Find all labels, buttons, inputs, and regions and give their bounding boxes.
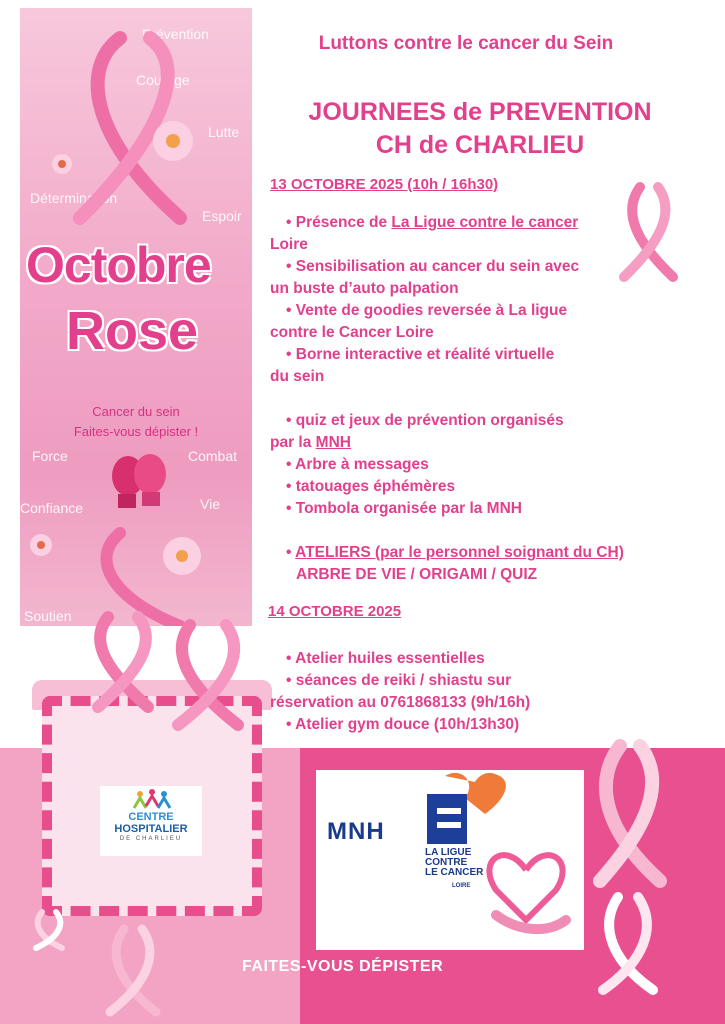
date-day2: 14 OCTOBRE 2025: [268, 603, 402, 620]
bullet: •: [286, 672, 292, 689]
bullet: •: [286, 456, 292, 473]
list-item: [270, 212, 690, 234]
word-vie: Vie: [200, 496, 220, 512]
ligue-line3: LE CANCER: [425, 867, 484, 878]
daisy-icon: [50, 152, 74, 176]
list-item: [270, 256, 690, 278]
people-logo-icon: [132, 788, 172, 810]
list-item: [270, 410, 690, 432]
item-text: Tombola organisée par la MNH: [295, 500, 522, 517]
item-text: Arbre à messages: [295, 456, 429, 473]
ateliers-label: ATELIERS (par le personnel soignant du CH): [295, 544, 624, 561]
bullet: •: [286, 258, 292, 275]
ligue-link[interactable]: La Ligue contre le cancer: [391, 214, 579, 231]
list-item-cont: [270, 432, 690, 454]
word-confiance: Confiance: [20, 500, 84, 516]
list-item: [270, 670, 690, 692]
list-item: [270, 344, 690, 366]
ligue-line2: CONTRE: [425, 857, 468, 868]
bullet: •: [286, 716, 292, 733]
tagline: Luttons contre le cancer du Sein: [318, 33, 614, 54]
list-item: [270, 714, 690, 736]
word-espoir: Espoir: [202, 208, 242, 224]
ch-logo-line2: HOSPITALIER: [114, 823, 188, 835]
word-courage: Courage: [136, 72, 190, 88]
day1-activities-2: [270, 410, 690, 520]
list-item-cont: Loire: [270, 236, 308, 253]
ateliers-item: [270, 542, 690, 564]
mnh-logo: MNH: [327, 818, 385, 845]
ligue-loire-label: LOIRE: [452, 883, 471, 889]
item-text: Sensibilisation au cancer du sein avec: [295, 258, 580, 275]
list-item: [270, 476, 690, 498]
item-text: Vente de goodies reversée à La ligue: [295, 302, 568, 319]
rose-title: Rose: [66, 301, 199, 361]
ligue-cancer-text: [425, 848, 483, 878]
pink-ribbon-icon: [598, 892, 658, 992]
pink-ribbon-icon: [590, 736, 670, 886]
item-text: Présence de: [295, 214, 392, 231]
depistage-line1: Cancer du sein: [92, 404, 180, 419]
pink-ribbon-icon: [168, 620, 248, 730]
list-item-cont: contre le Cancer Loire: [270, 324, 434, 341]
heart-ribbon-icon: [476, 840, 576, 940]
bullet: •: [286, 650, 292, 667]
item-text: quiz et jeux de prévention organisés: [295, 412, 564, 429]
item-text: par la: [270, 434, 316, 451]
ch-logo-line3: DE CHARLIEU: [119, 836, 183, 842]
octobre-title: Octobre: [26, 237, 211, 293]
ateliers-list: ARBRE DE VIE / ORIGAMI / QUIZ: [296, 566, 538, 583]
item-text: séances de reiki / shiastu sur: [295, 672, 512, 689]
list-item-cont: [270, 692, 690, 714]
word-prevention: Prévention: [142, 26, 209, 42]
word-combat: Combat: [188, 448, 238, 464]
depistage-line2: Faites-vous dépister !: [73, 424, 199, 439]
item-text: réservation au 0761868133 (9h/16h): [270, 694, 531, 711]
ateliers-block: [270, 542, 690, 586]
depistage-message: [20, 402, 252, 442]
ligue-line1: LA LIGUE: [425, 847, 472, 858]
bullet: •: [286, 478, 292, 495]
title-line1: JOURNEES de PREVENTION: [308, 98, 652, 126]
centre-hospitalier-logo: [100, 786, 202, 856]
bullet: •: [286, 346, 292, 363]
page-title: [250, 96, 710, 162]
word-lutte: Lutte: [208, 124, 240, 140]
pink-ribbon-icon: [88, 612, 158, 712]
word-determination: Détermination: [30, 190, 118, 206]
date-day1: 13 OCTOBRE 2025 (10h / 16h30): [270, 176, 499, 193]
item-text: Atelier gym douce (10h/13h30): [295, 716, 520, 733]
bullet: •: [286, 500, 292, 517]
pink-ribbon-icon: [32, 910, 66, 950]
day2-activities: [270, 648, 690, 736]
pink-ribbon-icon: [106, 924, 160, 1014]
item-text: tatouages éphémères: [295, 478, 456, 495]
daisy-icon: [28, 532, 54, 558]
bullet: •: [286, 302, 292, 319]
list-item: [270, 300, 690, 322]
bullet: •: [286, 544, 292, 561]
ch-logo-line1: CENTRE: [128, 811, 174, 823]
word-force: Force: [32, 448, 68, 464]
day1-activities: [270, 212, 690, 388]
list-item-cont: un buste d’auto palpation: [270, 280, 459, 297]
word-soutien: Soutien: [24, 608, 72, 624]
list-item: [270, 498, 690, 520]
cta-faites-vous-depister: FAITES-VOUS DÉPISTER: [242, 958, 444, 975]
item-text: Borne interactive et réalité virtuelle: [295, 346, 555, 363]
list-item-cont: du sein: [270, 368, 325, 385]
daisy-icon: [150, 118, 196, 164]
mnh-link[interactable]: MNH: [315, 434, 351, 451]
ligue-cancer-logo-icon: [425, 770, 511, 846]
octobre-rose-poster: [20, 8, 252, 626]
item-text: Atelier huiles essentielles: [295, 650, 485, 667]
bullet: •: [286, 412, 292, 429]
title-line2: CH de CHARLIEU: [375, 131, 585, 159]
bullet: •: [286, 214, 292, 231]
boxing-gloves-icon: [104, 448, 174, 518]
list-item: [270, 454, 690, 476]
list-item: [270, 648, 690, 670]
